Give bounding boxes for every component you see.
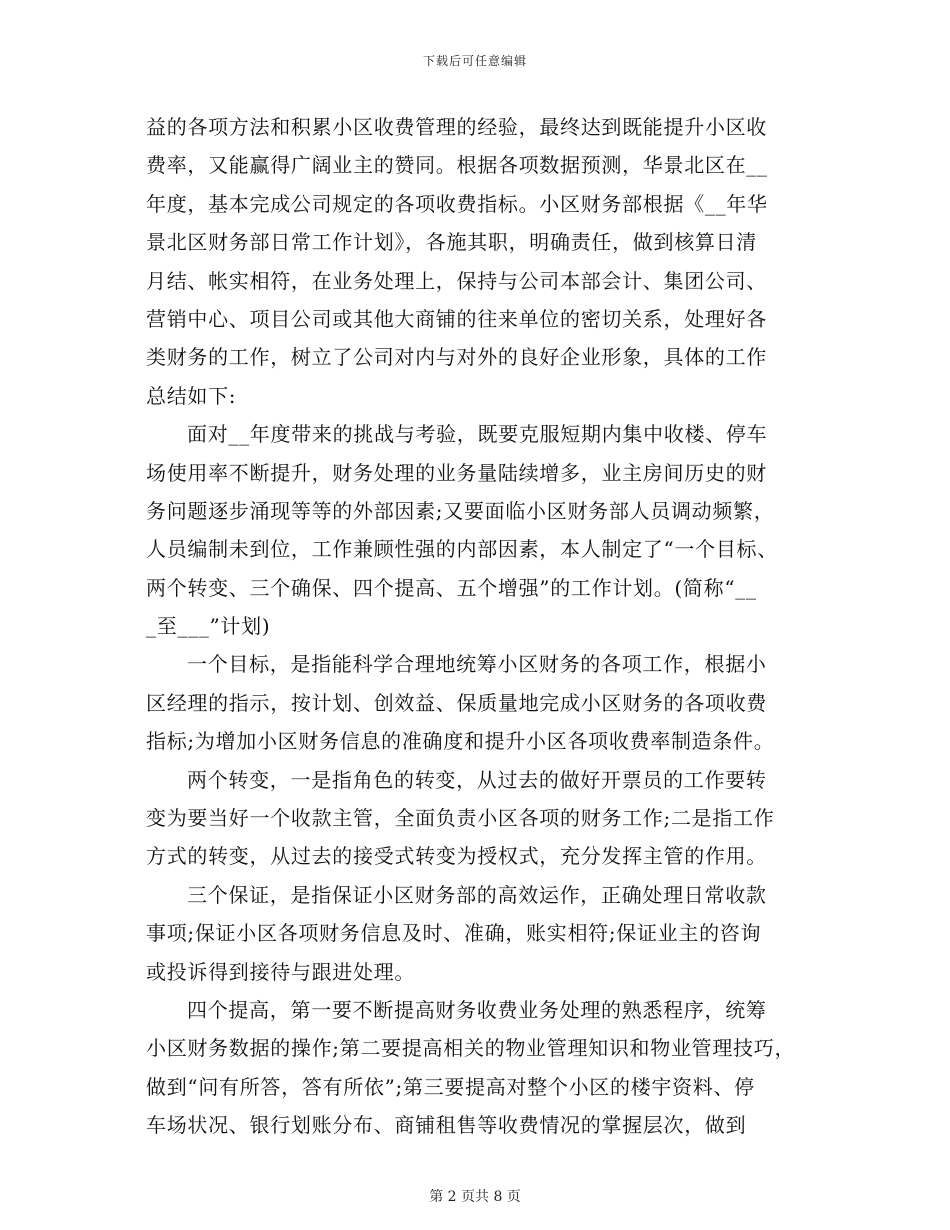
page-footer: 第 2 页共 8 页 [429,1189,521,1205]
paragraph-start-line: 两个转变，一是指角色的转变，从过去的做好开票员的工作要转 [187,767,767,792]
text-line: 事项;保证小区各项财务信息及时、准确，账实相符;保证业主的咨询 [146,921,762,946]
body-text [146,108,810,1145]
text-line: 类财务的工作，树立了公司对内与对外的良好企业形象，具体的工作 [146,345,767,370]
text-line: 指标;为增加小区财务信息的准确度和提升小区各项收费率制造条件。 [146,729,775,754]
paragraph-start-line: 一个目标，是指能科学合理地统筹小区财务的各项工作，根据小 [187,652,767,677]
text-line: 益的各项方法和积累小区收费管理的经验，最终达到既能提升小区收 [146,115,767,139]
text-line: 做到“问有所答，答有所依”;第三要提高对整个小区的楼宇资料、停 [146,1074,755,1099]
text-line: 变为要当好一个收款主管，全面负责小区各项的财务工作;二是指工作 [146,806,775,831]
text-line: 两个转变、三个确保、四个提高、五个增强”的工作计划。(简称“__ [146,575,757,600]
text-line: 或投诉得到接待与跟进处理。 [146,959,416,984]
paragraph-start-line: 四个提高，第一要不断提高财务收费业务处理的熟悉程序，统筹 [187,997,767,1022]
text-line: 务问题逐步涌现等等的外部因素;又要面临小区财务部人员调动频繁， [146,498,775,523]
paragraph-start-line: 面对__年度带来的挑战与考验，既要克服短期内集中收楼、停车 [187,422,768,447]
text-line: 月结、帐实相符，在业务处理上，保持与公司本部会计、集团公司、 [146,268,767,293]
text-line: 车场状况、银行划账分布、商铺租售等收费情况的掌握层次，做到 [146,1113,747,1138]
text-line: 景北区财务部日常工作计划》，各施其职，明确责任，做到核算日清 [146,230,757,255]
text-line: 营销中心、项目公司或其他大商铺的往来单位的密切关系，处理好各 [146,306,767,331]
text-line: 区经理的指示，按计划、创效益、保质量地完成小区财务的各项收费 [146,690,767,715]
text-line: 人员编制未到位，工作兼顾性强的内部因素，本人制定了“一个目标、 [146,537,778,562]
text-line: 小区财务数据的操作;第二要提高相关的物业管理知识和物业管理技巧， [146,1036,796,1061]
text-line: _至___”计划) [146,614,271,639]
text-line: 场使用率不断提升，财务处理的业务量陆续增多，业主房间历史的财 [146,460,767,485]
text-line: 费率，又能赢得广阔业主的赞同。根据各项数据预测，华景北区在__ [146,153,768,178]
text-line: 总结如下: [146,383,237,408]
text-line: 年度，基本完成公司规定的各项收费指标。小区财务部根据《__年华 [146,191,768,216]
page-header: 下载后可任意编辑 [422,54,527,68]
paragraph-start-line: 三个保证，是指保证小区财务部的高效运作，正确处理日常收款 [187,882,767,907]
text-line: 方式的转变，从过去的接受式转变为授权式，充分发挥主管的作用。 [146,844,767,869]
